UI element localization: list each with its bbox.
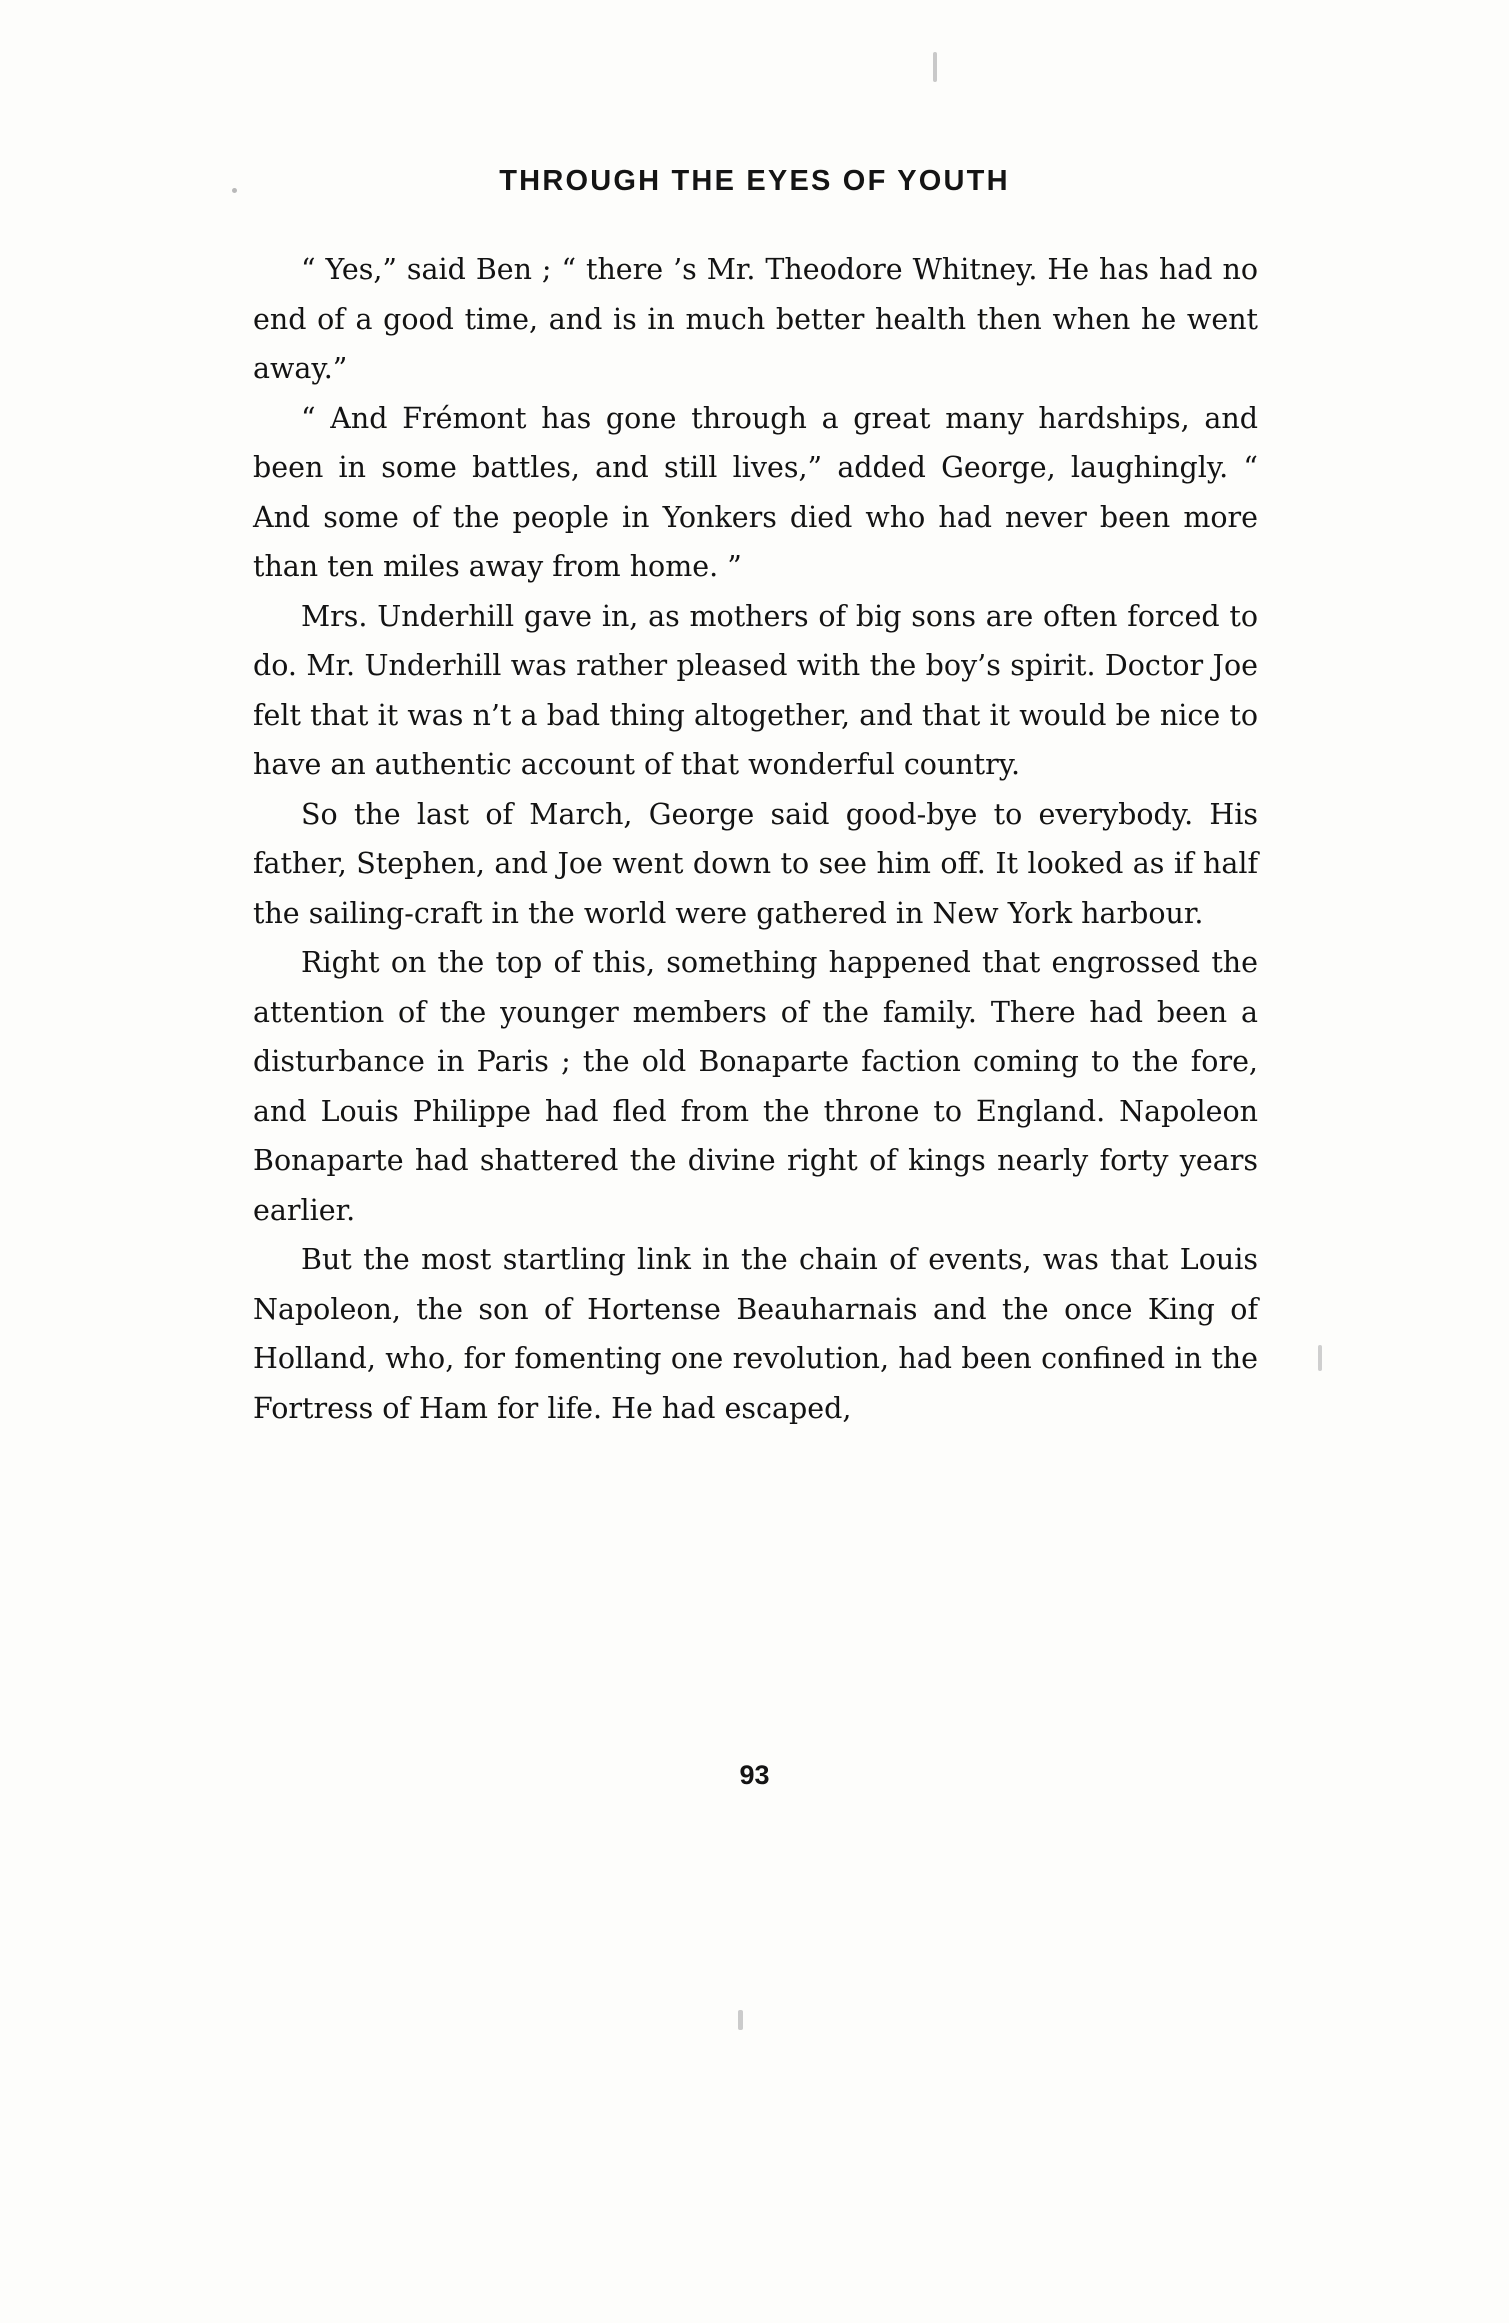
- scan-artifact-mark: [933, 52, 937, 82]
- paragraph: “ And Frémont has gone through a great many hardships, and been in some battles, and still lives,” added George, laughingly. “ And some of the people in Yonkers died who had never been more than ten miles away from home. ”: [253, 401, 1258, 583]
- scan-artifact-mark: [738, 2010, 743, 2030]
- paragraph: Mrs. Underhill gave in, as mothers of big sons are often forced to do. Mr. Underhill was rather pleased with the boy’s spirit. Doctor Joe felt that it was n’t a bad thing altogether, and that it would be nice to have an authentic account of that wonderful country.: [253, 599, 1258, 781]
- paragraph: So the last of March, George said good-bye to everybody. His father, Stephen, and Joe went down to see him off. It looked as if half the sailing-craft in the world were gathered in New York harbour.: [253, 797, 1258, 930]
- running-head: THROUGH THE EYES OF YOUTH: [499, 165, 1010, 197]
- paragraph: Right on the top of this, something happened that engrossed the attention of the younger members of the family. There had been a disturbance in Paris ; the old Bonaparte faction coming to the fore, and Louis Philippe had fled from the throne to England. Napoleon Bonaparte had shattered the divine right of kings nearly forty years earlier.: [253, 946, 1258, 1227]
- page-number: 93: [739, 1760, 770, 1790]
- page-body-text: [253, 245, 1258, 1433]
- paragraph: But the most startling link in the chain of events, was that Louis Napoleon, the son of Hortense Beauharnais and the once King of Holland, who, for fomenting one revolution, had been confined in the Fortress of Ham for life. He had escaped,: [253, 1243, 1258, 1425]
- scan-artifact-mark: [1318, 1345, 1322, 1371]
- paragraph: “ Yes,” said Ben ; “ there ’s Mr. Theodore Whitney. He has had no end of a good time, and is in much better health then when he went away.”: [253, 253, 1258, 385]
